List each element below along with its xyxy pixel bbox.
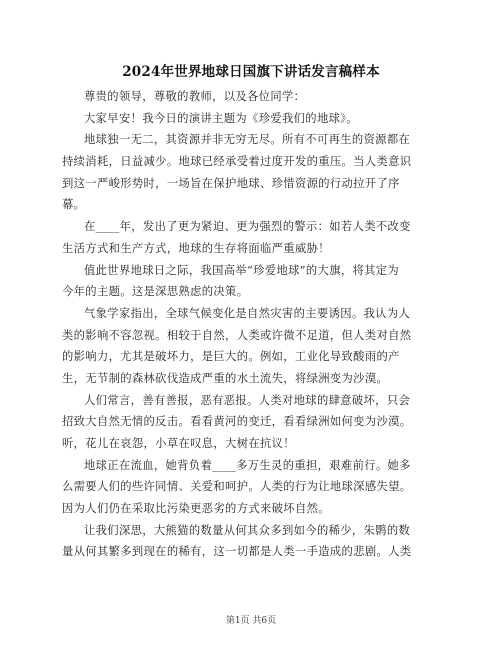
text-line: 生活方式和生产方式，地球的生存将面临严重威胁！ [62, 241, 330, 255]
text-line: 在____年，发出了更为紧迫、更为强烈的警示：如若人类不改变 [84, 220, 411, 234]
text-line: 到这一严峻形势时，一场旨在保护地球、珍惜资源的行动拉开了序 [62, 176, 400, 190]
text-line: 因为人们仍在采取比污染更恶劣的方式来破坏自然。 [62, 502, 330, 516]
text-line: 持续消耗，日益减少。地球已经承受着过度开发的重压。当人类意识 [62, 155, 412, 169]
text-line: 生，无节制的森林砍伐造成严重的水土流失，将绿洲变为沙漠。 [62, 371, 389, 385]
text-line: 值此世界地球日之际，我国高举“珍爱地球”的大旗，将其定为 [84, 263, 400, 277]
text-line: 量从何其繁多到现在的稀有，这一切都是人类一手造成的悲剧。人类 [62, 545, 412, 559]
text-line: 类的影响不容忽视。相较于自然，人类或许微不足道，但人类对自然 [62, 328, 412, 342]
text-line: 的影响力，尤其是破坏力，是巨大的。例如，工业化导致酸雨的产 [62, 350, 400, 364]
text-line: 让我们深思，大熊猫的数量从何其众多到如今的稀少，朱鹮的数 [84, 523, 411, 537]
text-line: 招致大自然无情的反击。看看黄河的变迁，看看绿洲如何变为沙漠。 [62, 415, 412, 429]
page-footer: 第1页 共6页 [225, 616, 277, 626]
document-title: 2024年世界地球日国旗下讲话发言稿样本 [122, 64, 380, 80]
text-line: 听，花儿在哀怨，小草在叹息，大树在抗议！ [62, 437, 295, 450]
text-line: 么需要人们的些许同情、关爱和呵护。人类的行为让地球深感失望。 [62, 480, 412, 494]
text-line: 大家早安！我今日的演讲主题为《珍爱我们的地球》。 [84, 111, 358, 125]
text-line: 今年的主题。这是深思熟虑的决策。 [62, 285, 249, 299]
text-line: 地球正在流血，她背负着____多万生灵的重担，艰难前行。她多 [84, 458, 411, 472]
text-line: 地球独一无二，其资源并非无穷无尽。所有不可再生的资源都在 [84, 133, 411, 147]
text-line: 气象学家指出，全球气候变化是自然灾害的主要诱因。我认为人 [84, 306, 411, 320]
text-line: 幕。 [62, 198, 86, 212]
text-line: 尊贵的领导，尊敬的教师，以及各位同学： [84, 90, 306, 103]
text-line: 人们常言，善有善报，恶有恶报。人类对地球的肆意破坏，只会 [84, 393, 411, 407]
document-body [62, 86, 442, 563]
